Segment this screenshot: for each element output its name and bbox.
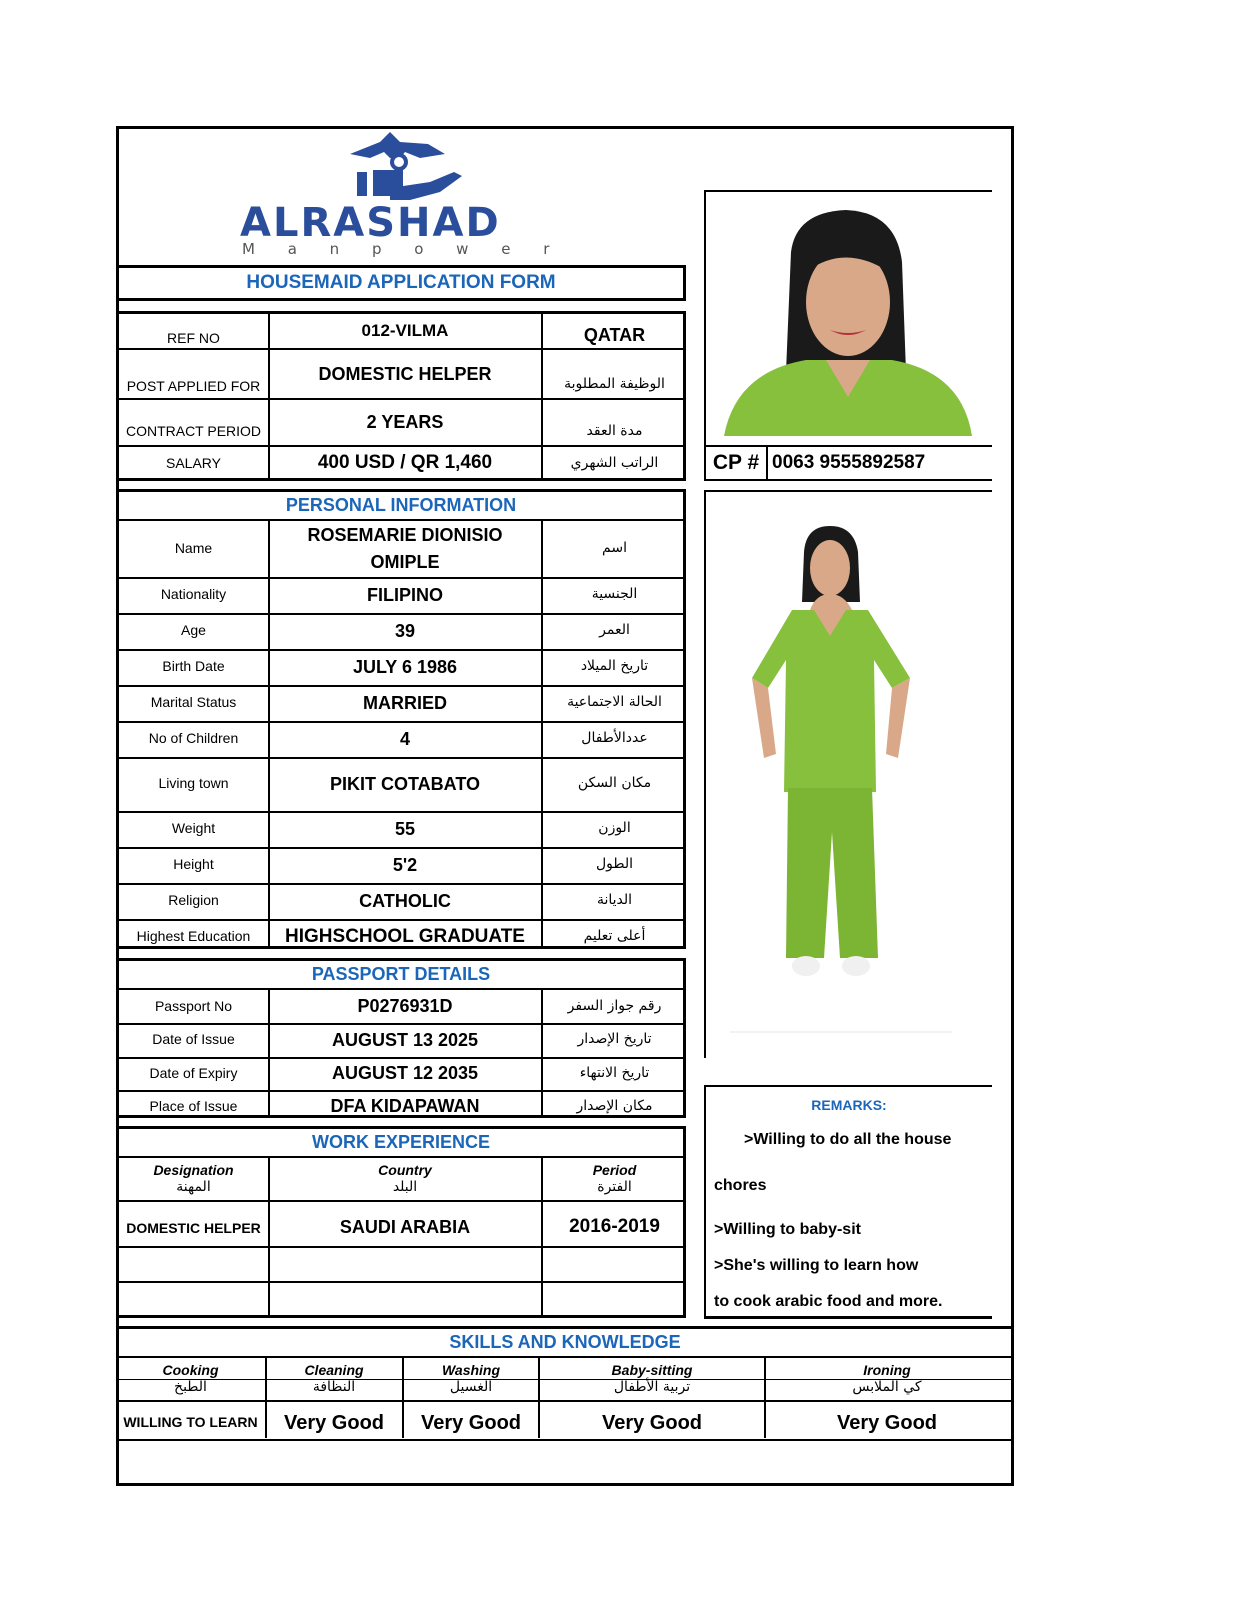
personal-value: PIKIT COTABATO — [330, 773, 480, 794]
remark-line: >Willing to do all the house — [744, 1131, 952, 1148]
full-body-photo — [704, 490, 992, 1058]
personal-label: Height — [173, 856, 214, 873]
skill-value: WILLING TO LEARN — [123, 1414, 258, 1431]
work-header-period: Period الفترة — [592, 1161, 637, 1195]
company-logo — [240, 132, 580, 260]
remark-line: to cook arabic food and more. — [714, 1293, 943, 1310]
passport-ar: تاريخ الانتهاء — [579, 1064, 650, 1081]
personal-label: Weight — [171, 820, 216, 837]
salary-label: SALARY — [166, 455, 221, 472]
personal-label: Birth Date — [162, 658, 225, 675]
passport-label: Date of Issue — [152, 1031, 235, 1048]
personal-ar: الجنسية — [591, 586, 638, 603]
passport-title: PASSPORT DETAILS — [311, 964, 491, 985]
skill-value: Very Good — [420, 1411, 522, 1434]
post-applied-label: POST APPLIED FOR — [126, 378, 261, 395]
personal-ar: عددالأطفال — [581, 730, 648, 747]
passport-label: Date of Expiry — [149, 1064, 238, 1081]
contact-value: 0063 9555892587 — [772, 452, 926, 474]
contract-period-ar: مدة العقد — [586, 423, 643, 440]
passport-ar: رقم جواز السفر — [567, 997, 662, 1014]
application-table — [116, 311, 686, 481]
skill-header: Baby-sitting تربية الأطفال — [611, 1361, 693, 1395]
passport-value: AUGUST 13 2025 — [331, 1029, 479, 1050]
personal-label: Religion — [168, 892, 219, 909]
form-title: HOUSEMAID APPLICATION FORM — [246, 272, 556, 294]
brand-tagline: M a n p o w e r — [242, 240, 564, 258]
skill-header: Cleaning النظافة — [304, 1361, 364, 1395]
post-applied-value: DOMESTIC HELPER — [318, 363, 492, 384]
passport-label: Place of Issue — [149, 1097, 238, 1114]
work-period: 2016-2019 — [569, 1216, 660, 1238]
ref-no-label: REF NO — [167, 330, 220, 347]
work-header-designation: Designation المهنة — [153, 1161, 234, 1195]
remark-line: >She's willing to learn how — [714, 1257, 919, 1274]
personal-label: Name — [174, 540, 213, 557]
remarks-box — [704, 1085, 992, 1319]
country-value: QATAR — [583, 324, 646, 345]
personal-value: 4 — [399, 728, 410, 749]
contract-period-value: 2 YEARS — [366, 411, 444, 432]
passport-table — [116, 958, 686, 1118]
personal-value: CATHOLIC — [359, 890, 451, 911]
portrait-photo — [704, 190, 992, 446]
personal-ar: أعلى تعليم — [583, 928, 646, 945]
personal-ar: اسم — [602, 540, 627, 557]
personal-ar: الوزن — [598, 820, 631, 837]
personal-label: Living town — [158, 775, 229, 792]
contact-label: CP # — [712, 450, 760, 474]
personal-ar: الحالة الاجتماعية — [567, 694, 662, 711]
personal-ar: الطول — [595, 856, 634, 873]
skill-header: Ironing كي الملابس — [852, 1361, 922, 1395]
remark-line: >Willing to baby-sit — [714, 1221, 861, 1238]
personal-label: No of Children — [148, 730, 239, 747]
personal-ar: مكان السكن — [577, 775, 652, 792]
personal-label: Nationality — [160, 586, 227, 603]
salary-value: 400 USD / QR 1,460 — [317, 452, 493, 474]
salary-ar: الراتب الشهري — [570, 455, 659, 472]
remarks-title: REMARKS: — [811, 1097, 887, 1114]
gear-hand-icon — [240, 132, 580, 202]
ref-no-value: 012-VILMA — [361, 321, 449, 341]
personal-value: ROSEMARIE DIONISIO OMIPLE — [307, 525, 503, 572]
personal-info-table — [116, 489, 686, 949]
skill-header: Cooking الطبخ — [162, 1361, 219, 1395]
form-title-bar — [116, 265, 686, 301]
skills-title: SKILLS AND KNOWLEDGE — [449, 1332, 681, 1353]
passport-ar: تاريخ الإصدار — [577, 1031, 652, 1048]
personal-value: 39 — [394, 620, 416, 641]
remark-line: chores — [714, 1177, 767, 1194]
work-experience-table — [116, 1126, 686, 1318]
personal-ar: العمر — [599, 622, 630, 639]
personal-value: MARRIED — [363, 692, 447, 713]
work-country: SAUDI ARABIA — [339, 1216, 471, 1237]
personal-value: HIGHSCHOOL GRADUATE — [285, 926, 525, 948]
passport-value: DFA KIDAPAWAN — [330, 1096, 480, 1117]
work-experience-title: WORK EXPERIENCE — [311, 1132, 491, 1153]
personal-label: Age — [181, 622, 206, 639]
personal-value: FILIPINO — [367, 584, 443, 605]
skill-value: Very Good — [601, 1411, 703, 1434]
passport-ar: مكان الإصدار — [576, 1097, 653, 1114]
personal-value: 5'2 — [392, 854, 418, 875]
personal-value: JULY 6 1986 — [352, 656, 458, 677]
contact-row — [704, 445, 992, 481]
work-header-country: Country البلد — [378, 1161, 432, 1195]
work-designation: DOMESTIC HELPER — [126, 1220, 261, 1237]
post-applied-ar: الوظيفة المطلوبة — [564, 376, 665, 393]
personal-label: Highest Education — [136, 928, 251, 945]
contract-period-label: CONTRACT PERIOD — [125, 423, 262, 440]
skill-value: Very Good — [283, 1411, 385, 1434]
passport-value: AUGUST 12 2035 — [331, 1063, 479, 1084]
passport-value: P0276931D — [357, 996, 453, 1017]
full-body-image — [706, 492, 992, 1058]
skill-value: Very Good — [836, 1411, 938, 1434]
personal-value: 55 — [394, 818, 416, 839]
skill-header: Washing الغسيل — [441, 1361, 501, 1395]
personal-info-title: PERSONAL INFORMATION — [285, 495, 517, 516]
personal-ar: تاريخ الميلاد — [580, 658, 649, 675]
passport-label: Passport No — [154, 997, 233, 1014]
skills-table — [116, 1326, 1014, 1486]
brand-name: ALRASHAD — [240, 200, 501, 246]
personal-ar: الديانة — [596, 892, 633, 909]
portrait-image — [706, 192, 992, 446]
personal-label: Marital Status — [150, 694, 237, 711]
